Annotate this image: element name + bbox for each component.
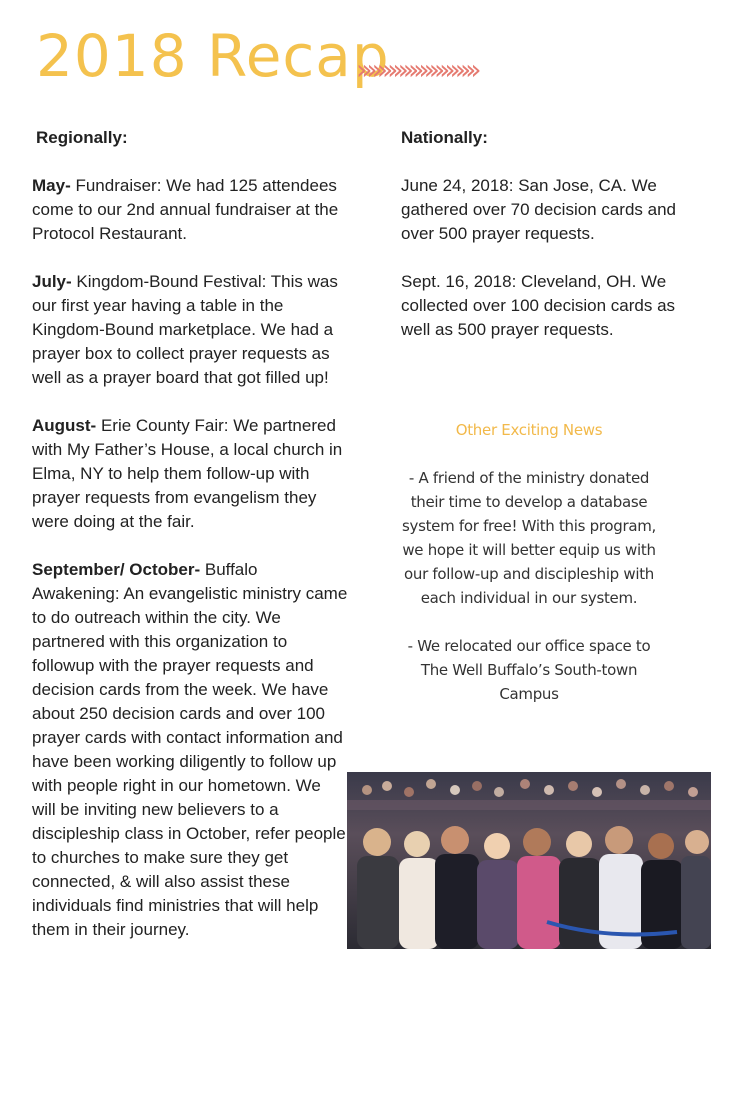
recap-item-label: September/ October- <box>32 560 201 579</box>
national-item-san-jose: June 24, 2018: San Jose, CA. We gathered over 70 decision cards and over 500 prayer requests. <box>401 176 677 243</box>
recap-item-label: July- <box>32 272 72 291</box>
recap-item-label: August- <box>32 416 97 435</box>
chevron-decoration: ››››››››››››››››››››››› <box>356 53 476 86</box>
national-item-cleveland: Sept. 16, 2018: Cleveland, OH. We collected over 100 decision cards as well as 500 prayer requests. <box>401 272 676 339</box>
regionally-section <box>32 126 348 966</box>
crowd-prayer-photo <box>347 772 711 949</box>
recap-item-text: Buffalo Awakening: An evangelistic ministry came to do outreach within the city. We partnered with this organization to followup with the prayer requests and decision cards from the week. We have about 250 decision cards and over 100 prayer cards with contact information and have been working diligently to follow up with people right in our hometown. We will be inviting new believers to a discipleship class in October, refer people to churches to make sure they get connected, & will also assist these individuals find ministries that will help them in their journey. <box>32 560 348 939</box>
news-item-database: - A friend of the ministry donated their time to develop a database system for free! With this program, we hope it will better equip us with our follow-up and discipleship with each individual in our system. <box>401 469 656 607</box>
news-item-office: - We relocated our office space to The Well Buffalo’s South-town Campus <box>407 637 651 703</box>
recap-item-text: Kingdom-Bound Festival: This was our first year having a table in the Kingdom-Bound marketplace. We had a prayer box to collect prayer requests as well as a prayer board that got filled up! <box>32 272 338 387</box>
recap-item-label: May- <box>32 176 71 195</box>
news-title: Other Exciting News <box>455 421 603 439</box>
recap-item-text: Erie County Fair: We partnered with My Father’s House, a local church in Elma, NY to help them follow-up with prayer requests from evangelism they were doing at the fair. <box>32 416 343 531</box>
recap-item-september-october <box>32 558 348 942</box>
regionally-heading: Regionally: <box>36 128 128 147</box>
nationally-heading: Nationally: <box>401 128 488 147</box>
news-section <box>393 418 665 730</box>
page-title: 2018 Recap <box>36 22 390 90</box>
nationally-section <box>401 126 691 366</box>
recap-item-august <box>32 414 348 534</box>
photo-illustration <box>347 772 711 949</box>
recap-item-text: Fundraiser: We had 125 attendees come to our 2nd annual fundraiser at the Protocol Restaurant. <box>32 176 339 243</box>
recap-item-may <box>32 174 348 246</box>
recap-item-july <box>32 270 348 390</box>
